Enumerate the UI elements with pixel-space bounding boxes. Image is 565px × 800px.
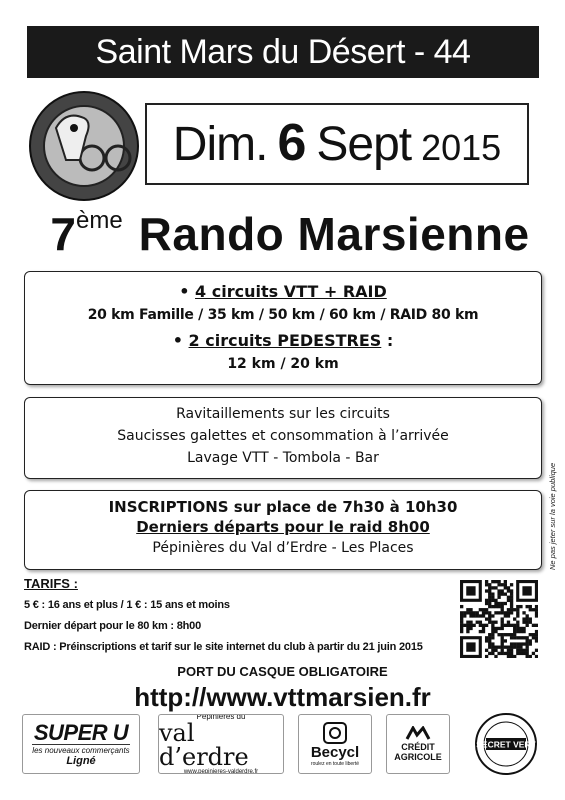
date-day-name: Dim. xyxy=(172,118,268,171)
qr-finder-square xyxy=(522,586,531,595)
date-day: 6 xyxy=(277,114,307,172)
event-name: Rando Marsienne xyxy=(138,208,530,260)
registration-panel xyxy=(24,490,542,570)
qr-code[interactable] xyxy=(460,580,538,658)
date-year: 2015 xyxy=(421,127,502,168)
club-logo xyxy=(26,88,142,204)
edition-number: 7 xyxy=(50,208,76,260)
event-date-box xyxy=(145,103,529,185)
sponsor-credit-agricole-logo xyxy=(386,714,450,774)
superu-name: SUPER U xyxy=(33,719,129,745)
services-line: Lavage VTT - Tombola - Bar xyxy=(187,450,379,466)
valderdre-prefix: Pépinières du xyxy=(196,714,246,721)
website-link[interactable]: http://www.vttmarsien.fr xyxy=(134,682,431,712)
valderdre-name: val d’erdre xyxy=(159,719,249,771)
edition-suffix: ème xyxy=(75,207,123,234)
becycl-tagline: roulez en toute liberté xyxy=(310,760,360,767)
colon: : xyxy=(381,331,394,350)
registration-hours: INSCRIPTIONS sur place de 7h30 à 10h30 xyxy=(108,498,458,516)
registration-location: Pépinières du Val d’Erdre - Les Places xyxy=(152,540,414,556)
sponsor-becycl-logo xyxy=(298,714,372,774)
helmet-notice: PORT DU CASQUE OBLIGATOIRE xyxy=(177,664,388,679)
pedestrian-circuits-title xyxy=(25,331,541,350)
sponsor-valderdre-logo xyxy=(158,714,284,774)
vtt-distances: 20 km Famille / 35 km / 50 km / 60 km / RAID 80 km xyxy=(87,307,479,323)
qr-finder-square xyxy=(466,642,475,651)
circuits-panel xyxy=(24,271,542,385)
secret-vert-text: SECRET VERT xyxy=(476,739,536,750)
tarifs-heading: TARIFS : xyxy=(24,576,78,591)
sponsor-secret-vert-logo xyxy=(474,712,538,776)
pedestrian-circuits-label: 2 circuits PEDESTRES xyxy=(188,331,382,350)
credit-agricole-name: CRÉDIT AGRICOLE xyxy=(394,742,442,762)
services-line: Saucisses galettes et consommation à l’arrivée xyxy=(117,428,449,444)
services-line: Ravitaillements sur les circuits xyxy=(176,406,390,422)
superu-town: Ligné xyxy=(66,754,96,767)
bullet: • xyxy=(172,331,183,350)
raid-last-departure: Derniers départs pour le raid 8h00 xyxy=(136,518,430,536)
tarifs-line: 5 € : 16 ans et plus / 1 € : 15 ans et moins xyxy=(24,599,230,611)
valderdre-url: www.pepinieres-valderdre.fr xyxy=(183,769,259,774)
vtt-circuits-label: 4 circuits VTT + RAID xyxy=(195,282,387,301)
credit-agricole-icon xyxy=(403,726,433,742)
qr-finder-square xyxy=(466,586,475,595)
event-heading xyxy=(20,207,560,267)
vertical-notice: Ne pas jeter sur la voie publique xyxy=(548,462,557,570)
tarifs-section xyxy=(24,576,454,662)
becycl-name: Becycl xyxy=(310,743,360,761)
page-title: Saint Mars du Désert - 44 xyxy=(27,26,539,78)
tarifs-line: Dernier départ pour le 80 km : 8h00 xyxy=(24,620,202,632)
date-month: Sept xyxy=(316,118,412,171)
vtt-circuits-title xyxy=(25,282,541,301)
becycl-icon xyxy=(323,722,347,744)
services-panel xyxy=(24,397,542,479)
qr-code-graphic xyxy=(460,580,538,658)
superu-tagline: les nouveaux commerçants xyxy=(32,745,130,755)
tarifs-line: RAID : Préinscriptions et tarif sur le site internet du club à partir du 21 juin 2015 xyxy=(24,641,423,653)
sponsor-superu-logo xyxy=(22,714,140,774)
pedestrian-distances: 12 km / 20 km xyxy=(227,356,339,372)
bullet: • xyxy=(179,282,190,301)
